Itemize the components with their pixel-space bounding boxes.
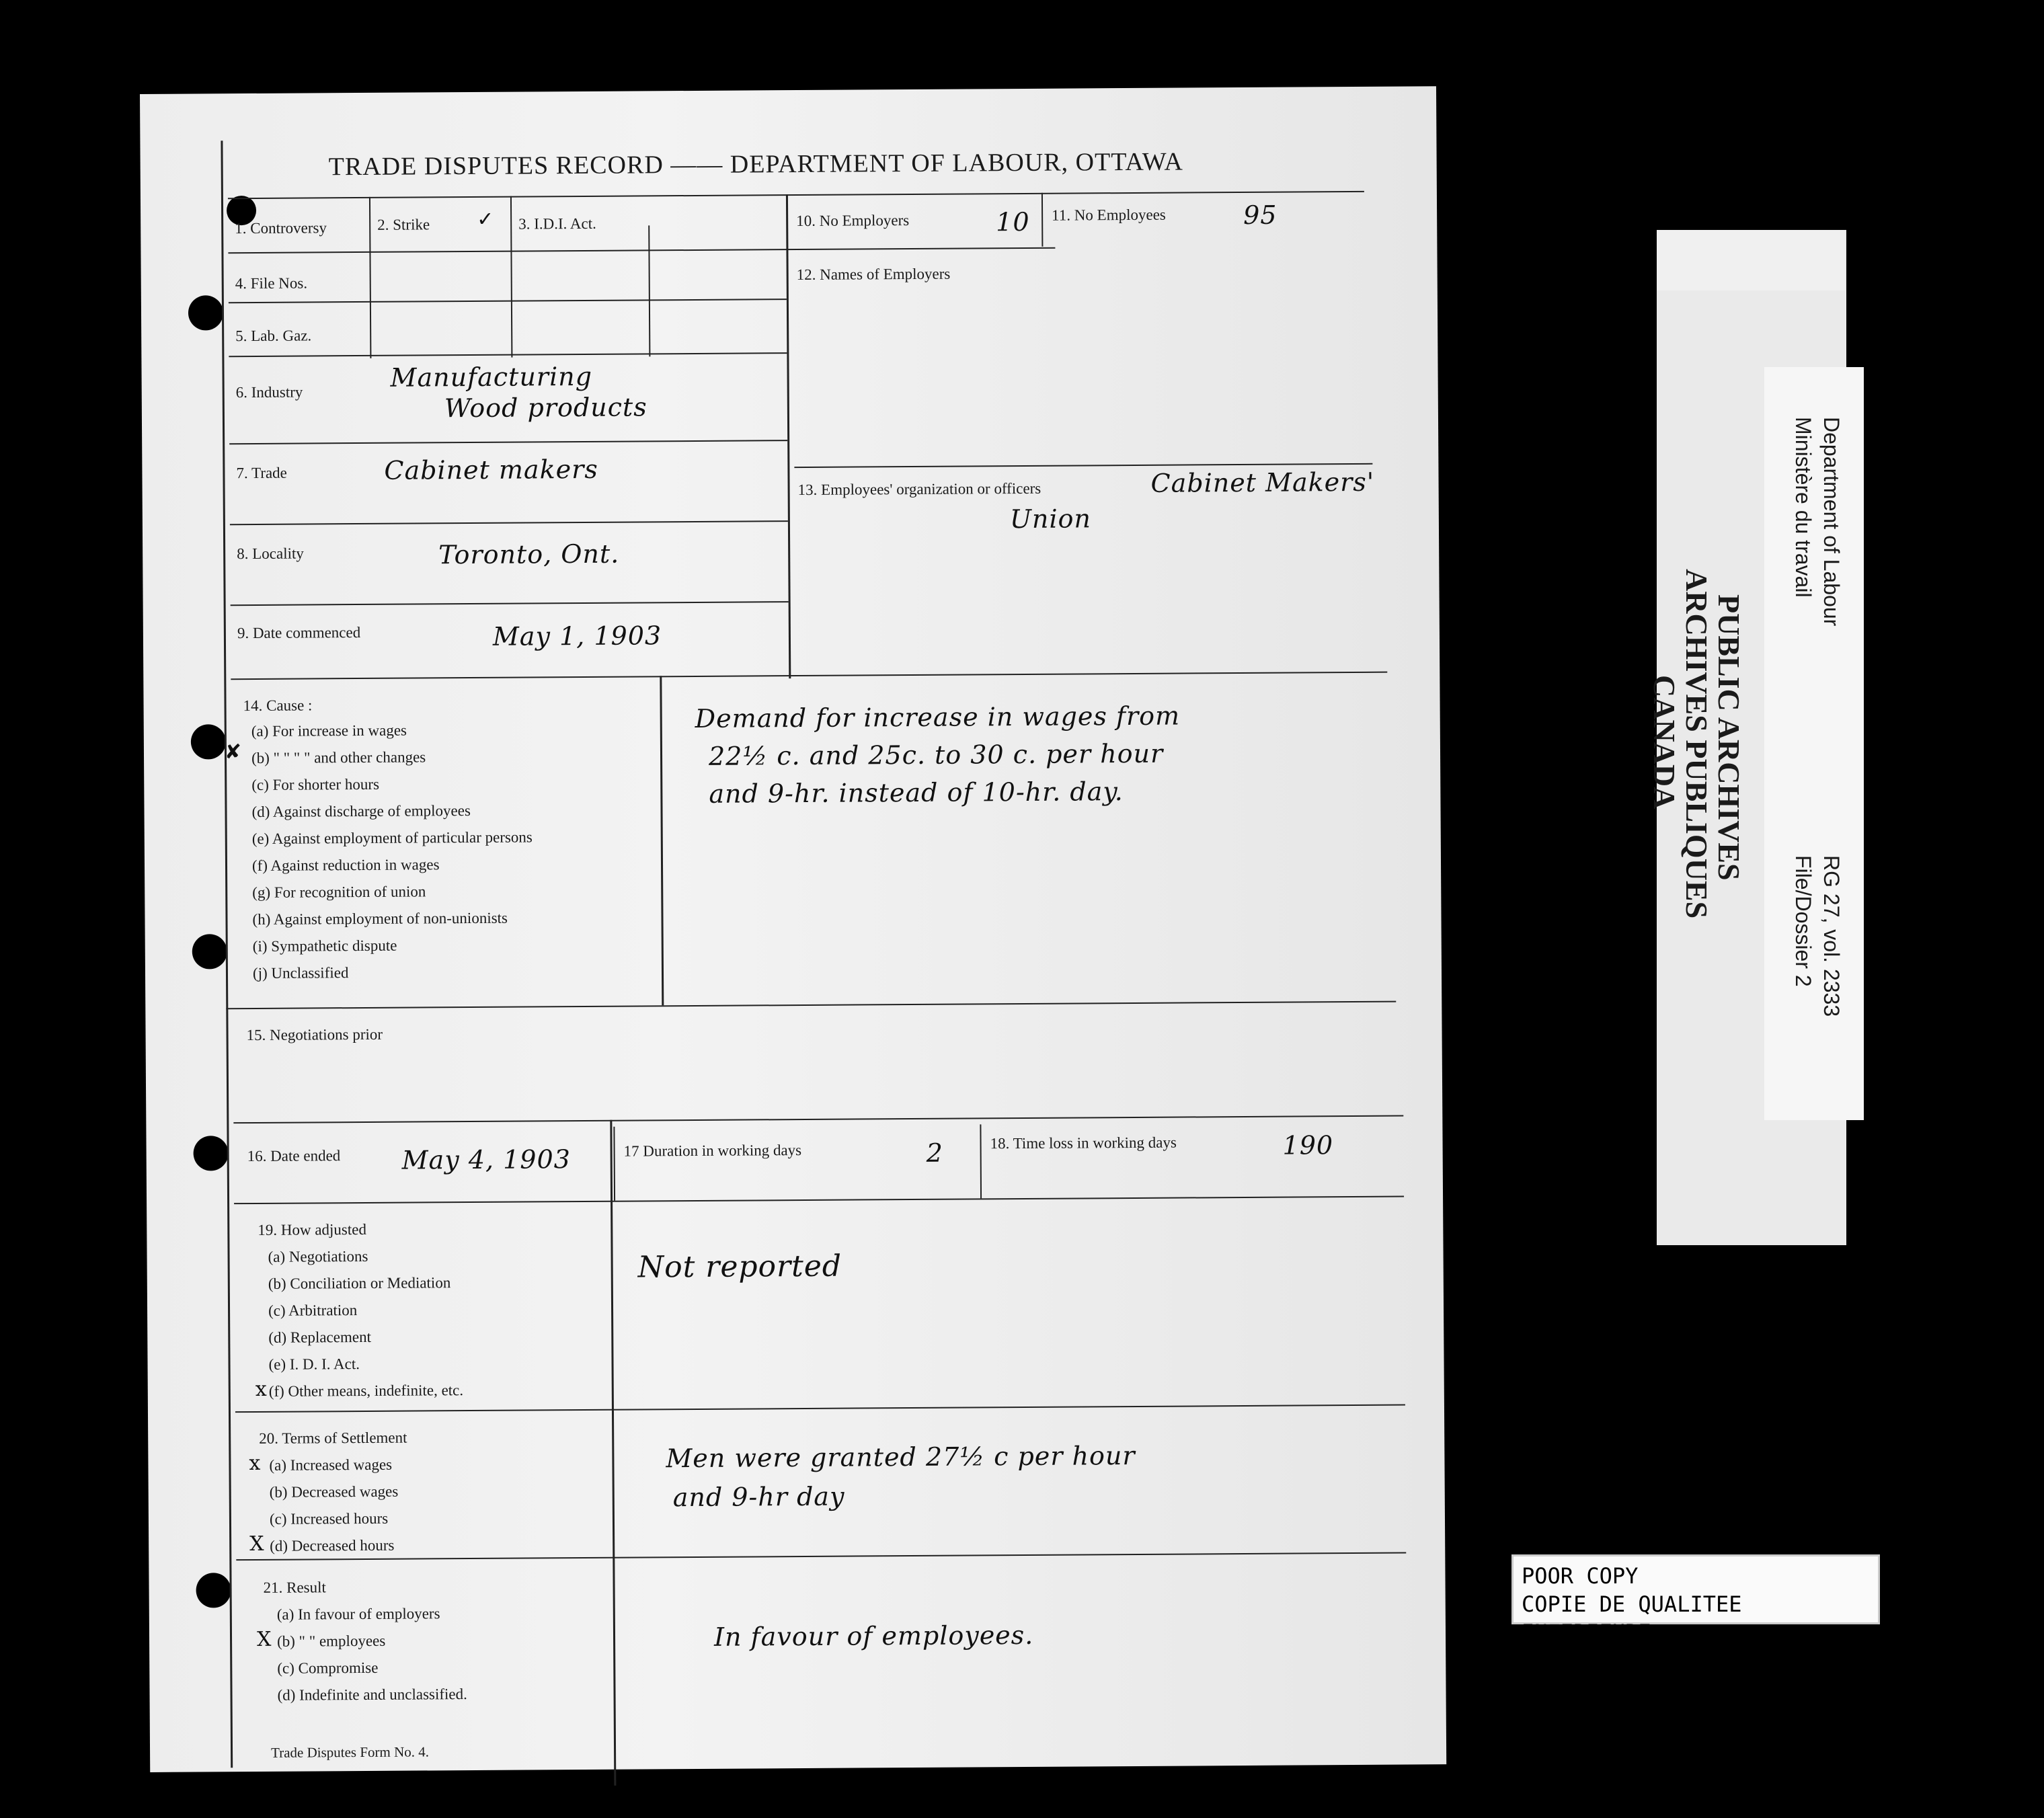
terms-item-d: (d) Decreased hours [270, 1536, 395, 1554]
field-terms-of-settlement-label: 20. Terms of Settlement [259, 1429, 407, 1447]
field-result-label: 21. Result [263, 1579, 326, 1596]
rule [786, 194, 791, 678]
rule [229, 352, 787, 357]
stamp-line-1: POOR COPY [1522, 1563, 1639, 1589]
cause-item-g: (g) For recognition of union [252, 883, 426, 902]
employees-organization-value-1: Cabinet Makers' [1150, 467, 1375, 498]
how-adjusted-item-a: (a) Negotiations [268, 1247, 368, 1265]
field-lab-gaz-label: 5. Lab. Gaz. [235, 327, 312, 345]
cause-item-d: (d) Against discharge of employees [251, 802, 471, 821]
how-adjusted-item-e: (e) I. D. I. Act. [268, 1355, 360, 1373]
cause-item-c: (c) For shorter hours [251, 775, 380, 794]
result-item-c: (c) Compromise [277, 1659, 379, 1677]
terms-item-c: (c) Increased hours [269, 1509, 389, 1528]
rule [510, 196, 512, 358]
how-adjusted-item-d: (d) Replacement [268, 1328, 371, 1346]
field-duration-label: 17 Duration in working days [623, 1142, 802, 1160]
rule [235, 1405, 1405, 1413]
terms-x-mark-d: X [249, 1532, 265, 1556]
punch-hole [196, 1573, 231, 1608]
rule [369, 197, 371, 358]
rule [233, 1115, 1403, 1124]
rule [236, 1552, 1406, 1561]
punch-hole [191, 724, 226, 759]
rule [231, 601, 789, 606]
field-negotiations-prior-label: 15. Negotiations prior [246, 1025, 383, 1044]
cause-item-f: (f) Against reduction in wages [251, 856, 440, 875]
rule [229, 299, 787, 303]
terms-x-mark-a: x [249, 1451, 262, 1476]
archive-ref-volume: RG 27, vol. 2333 [1819, 855, 1844, 1017]
rule [230, 520, 788, 525]
field-idi-act-label: 3. I.D.I. Act. [518, 214, 596, 233]
result-item-b: (b) " " employees [276, 1632, 386, 1650]
field-cause-label: 14. Cause : [243, 697, 313, 715]
result-item-d: (d) Indefinite and unclassified. [277, 1686, 467, 1704]
employees-organization-value-2: Union [1009, 504, 1092, 535]
date-commenced-value: May 1, 1903 [492, 621, 662, 651]
strike-check-mark: ✓ [477, 207, 495, 231]
rule [980, 1124, 982, 1198]
rule [229, 440, 787, 444]
cause-value-line-1: Demand for increase in wages from [695, 701, 1181, 734]
rule [231, 672, 1387, 680]
punch-hole [192, 934, 227, 969]
how-adjusted-item-b: (b) Conciliation or Mediation [268, 1274, 451, 1292]
punch-hole [193, 1136, 228, 1171]
cause-item-e: (e) Against employment of particular persons [251, 828, 533, 848]
archive-archives-publiques: ARCHIVES PUBLIQUES [1680, 569, 1714, 919]
field-no-employers-label: 10. No Employers [796, 212, 910, 230]
no-employers-value: 10 [996, 206, 1030, 237]
rule [234, 1196, 1404, 1205]
rule [610, 1120, 616, 1786]
cause-x-mark: ✘ [224, 740, 243, 764]
cause-value-line-2: 22½ c. and 25c. to 30 c. per hour [708, 738, 1164, 771]
rule [228, 247, 1055, 254]
field-date-ended-label: 16. Date ended [247, 1147, 341, 1165]
how-adjusted-item-c: (c) Arbitration [268, 1302, 358, 1319]
result-value: In favour of employees. [713, 1620, 1034, 1652]
field-names-of-employers-label: 12. Names of Employers [796, 265, 951, 284]
how-adjusted-value: Not reported [637, 1249, 842, 1285]
field-time-loss-label: 18. Time loss in working days [990, 1134, 1177, 1152]
duration-value: 2 [926, 1138, 943, 1168]
cause-item-h: (h) Against employment of non-unionists [252, 909, 508, 928]
archive-canada: CANADA [1647, 675, 1682, 809]
stamp-line-2: COPIE DE QUALITEE INFERIEURE [1522, 1591, 1742, 1645]
field-trade-label: 7. Trade [236, 464, 287, 482]
archive-public-archives: PUBLIC ARCHIVES [1712, 594, 1746, 881]
date-ended-value: May 4, 1903 [401, 1144, 571, 1175]
how-adjusted-item-f: (f) Other means, indefinite, etc. [268, 1382, 464, 1400]
no-employees-value: 95 [1243, 200, 1278, 230]
field-how-adjusted-label: 19. How adjusted [258, 1220, 367, 1238]
terms-item-b: (b) Decreased wages [269, 1483, 399, 1501]
rule [226, 1001, 1396, 1010]
form-footer: Trade Disputes Form No. 4. [270, 1743, 430, 1761]
archives-label-tab [1657, 230, 1845, 290]
cause-value-line-3: and 9-hr. instead of 10-hr. day. [709, 777, 1124, 809]
punch-hole [188, 295, 223, 330]
terms-item-a: (a) Increased wages [269, 1456, 393, 1474]
archive-dept-en: Department of Labour [1819, 417, 1844, 627]
terms-value-line-2: and 9-hr day [672, 1481, 845, 1513]
how-adjusted-x-mark: x [255, 1377, 268, 1401]
field-no-employees-label: 11. No Employees [1052, 206, 1166, 224]
form-sheet [140, 86, 1446, 1772]
rule [648, 225, 650, 356]
archive-dept-fr: Ministère du travail [1791, 417, 1815, 598]
industry-value-line-2: Wood products [444, 392, 647, 424]
field-controversy-label: 1. Controversy [235, 219, 327, 237]
time-loss-value: 190 [1282, 1130, 1334, 1160]
trade-value: Cabinet makers [384, 454, 598, 485]
rule [660, 676, 664, 1005]
rule [1041, 193, 1043, 247]
rule [228, 191, 1364, 199]
field-locality-label: 8. Locality [237, 545, 304, 563]
field-file-nos-label: 4. File Nos. [235, 274, 308, 292]
field-date-commenced-label: 9. Date commenced [237, 624, 361, 642]
result-item-a: (a) In favour of employers [276, 1605, 440, 1623]
cause-item-i: (i) Sympathetic dispute [252, 937, 397, 955]
industry-value-line-1: Manufacturing [390, 361, 593, 393]
poor-copy-stamp [1511, 1554, 1880, 1645]
field-employees-organization-label: 13. Employees' organization or officers [797, 479, 1041, 499]
cause-item-b: (b) " " " " and other changes [251, 748, 426, 767]
field-industry-label: 6. Industry [235, 383, 303, 401]
result-x-mark: X [256, 1627, 272, 1651]
cause-item-j: (j) Unclassified [252, 964, 349, 982]
archive-ref-file: File/Dossier 2 [1791, 855, 1815, 987]
terms-value-line-1: Men were granted 27½ c per hour [666, 1440, 1136, 1474]
locality-value: Toronto, Ont. [438, 539, 620, 570]
rule [613, 1127, 615, 1201]
form-title: TRADE DISPUTES RECORD —— DEPARTMENT OF LABOUR, OTTAWA [328, 147, 1184, 182]
field-strike-label: 2. Strike [377, 216, 430, 233]
cause-item-a: (a) For increase in wages [251, 721, 407, 740]
